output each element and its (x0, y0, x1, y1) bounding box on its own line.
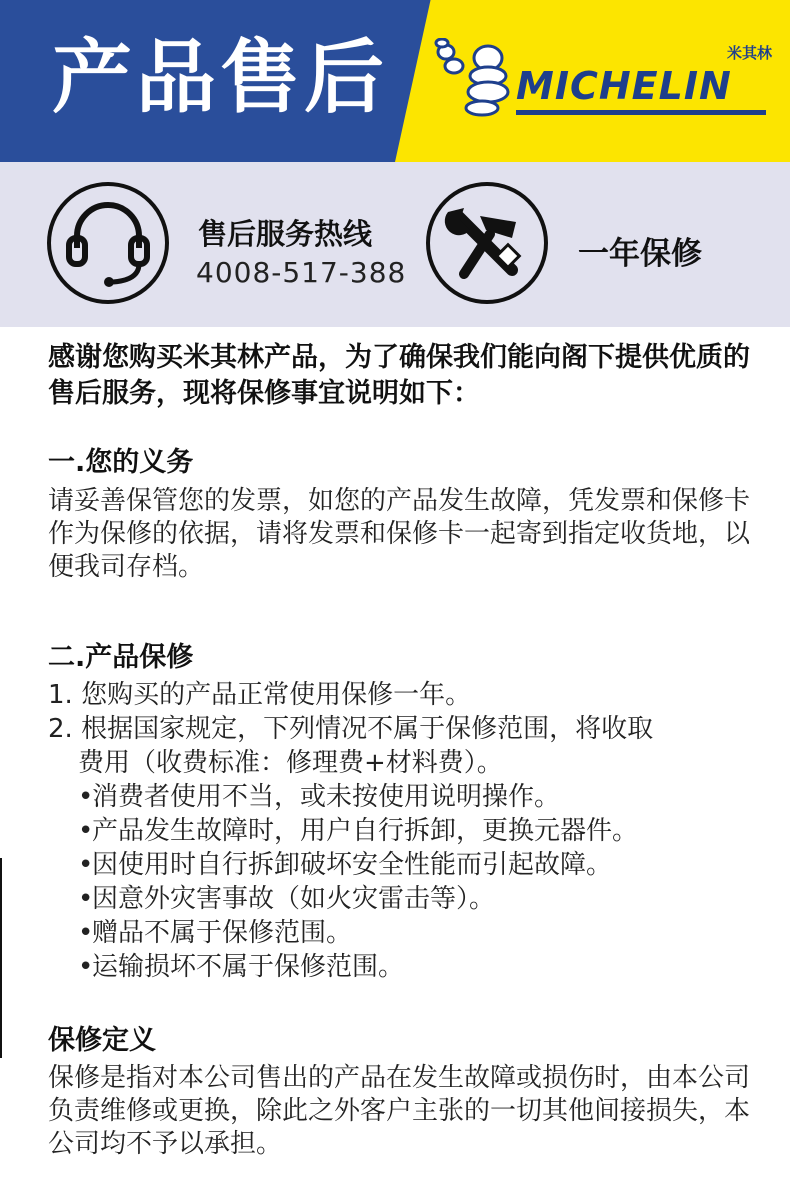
intro-text: 感谢您购买米其林产品，为了确保我们能向阁下提供优质的售后服务，现将保修事宜说明如下： (48, 342, 750, 409)
intro-block (48, 340, 760, 412)
bibendum-icon (432, 38, 516, 118)
warranty-label: 一年保修 (578, 236, 702, 272)
page-title: 产品售后 (52, 31, 388, 124)
bullet-item: •产品发生故障时，用户自行拆卸，更换元器件。 (78, 816, 639, 846)
left-edge-divider (0, 858, 2, 1058)
section-obligations-title: 一.您的义务 (48, 447, 194, 478)
section-definition-body: 保修是指对本公司售出的产品在发生故障或损伤时，由本公司负责维修或更换，除此之外客户主张的一切其他间接损失，本公司均不予以承担。 (48, 1063, 751, 1159)
section-warranty-title: 二.产品保修 (48, 642, 194, 673)
headset-icon (47, 182, 169, 304)
section-definition-title: 保修定义 (48, 1025, 156, 1056)
hotline-number: 4008-517-388 (196, 256, 407, 289)
bullet-item: •因意外灾害事故（如火灾雷击等）。 (78, 884, 496, 914)
bullet-item: •运输损坏不属于保修范围。 (78, 952, 405, 982)
warranty-list (48, 678, 760, 984)
brand-underline (516, 110, 766, 115)
brand-en: MICHELIN (516, 64, 732, 108)
michelin-logo (432, 38, 772, 118)
hotline-title: 售后服务热线 (198, 217, 373, 251)
bullet-item: •消费者使用不当，或未按使用说明操作。 (78, 782, 561, 812)
section-obligations-body: 请妥善保管您的发票，如您的产品发生故障，凭发票和保修卡作为保修的依据，请将发票和保修卡一起寄到指定收货地，以便我司存档。 (48, 486, 751, 582)
list-item: 1. 您购买的产品正常使用保修一年。 (48, 680, 472, 710)
bullet-item: •赠品不属于保修范围。 (78, 918, 353, 948)
tools-icon (426, 182, 548, 304)
list-item-continuation: 费用（收费标准：修理费+材料费）。 (78, 748, 503, 778)
bullet-item: •因使用时自行拆卸破坏安全性能而引起故障。 (78, 850, 613, 880)
header-banner (0, 0, 790, 162)
brand-cn: 米其林 (726, 44, 772, 62)
list-item: 2. 根据国家规定，下列情况不属于保修范围，将收取 (48, 714, 654, 744)
